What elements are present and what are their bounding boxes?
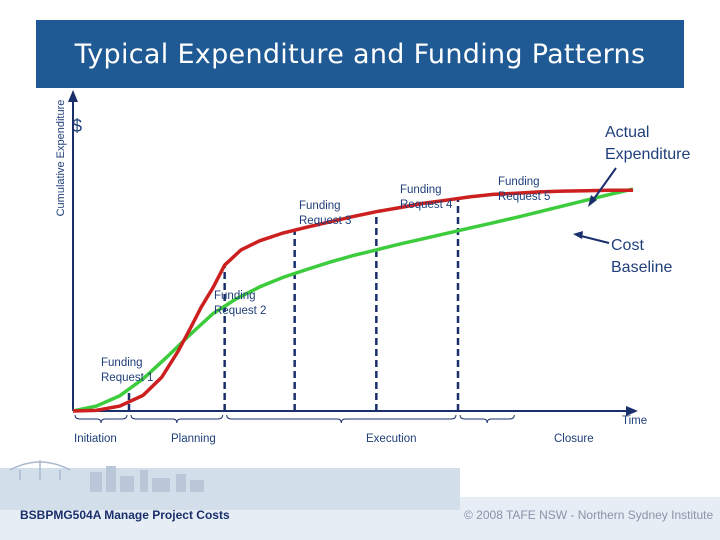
actual-expenditure-label: Actual Expenditure <box>605 124 691 163</box>
legend-actual-expenditure <box>605 122 705 165</box>
funding-request-label-3: Funding Request 3 <box>299 200 352 227</box>
phase-brace-initiation <box>75 415 127 423</box>
footer-course-code: BSBPMG504A Manage Project Costs <box>20 508 230 522</box>
funding-request-label-4: Funding Request 4 <box>400 184 453 211</box>
phase-braces <box>75 415 514 423</box>
phase-label-execution: Execution <box>366 433 417 445</box>
y-axis-unit: $ <box>72 116 83 136</box>
skyline-logo <box>0 450 460 510</box>
phase-brace-planning <box>131 415 223 423</box>
phase-label-closure: Closure <box>554 433 594 445</box>
funding-request-label-2: Funding Request 2 <box>214 290 267 317</box>
funding-request-label-1: Funding Request 1 <box>101 357 154 384</box>
phase-brace-execution <box>227 415 456 423</box>
y-axis-label: Cumulative Expenditure <box>55 99 67 217</box>
phase-brace-closure <box>460 415 514 423</box>
funding-request-label-5: Funding Request 5 <box>498 176 551 203</box>
actual-expenditure-pointer <box>591 168 616 203</box>
phase-label-initiation: Initiation <box>74 433 117 445</box>
chart-title: Typical Expenditure and Funding Patterns <box>74 38 646 70</box>
y-axis-arrow <box>68 90 78 102</box>
baseline-pointer-arrowhead <box>573 231 583 239</box>
footer-copyright: © 2008 TAFE NSW - Northern Sydney Institute <box>464 508 714 522</box>
cost-baseline-label: Cost Baseline <box>611 237 673 276</box>
x-axis-label: Time <box>622 415 648 427</box>
phase-label-planning: Planning <box>171 433 216 445</box>
legend-cost-baseline <box>611 235 691 278</box>
